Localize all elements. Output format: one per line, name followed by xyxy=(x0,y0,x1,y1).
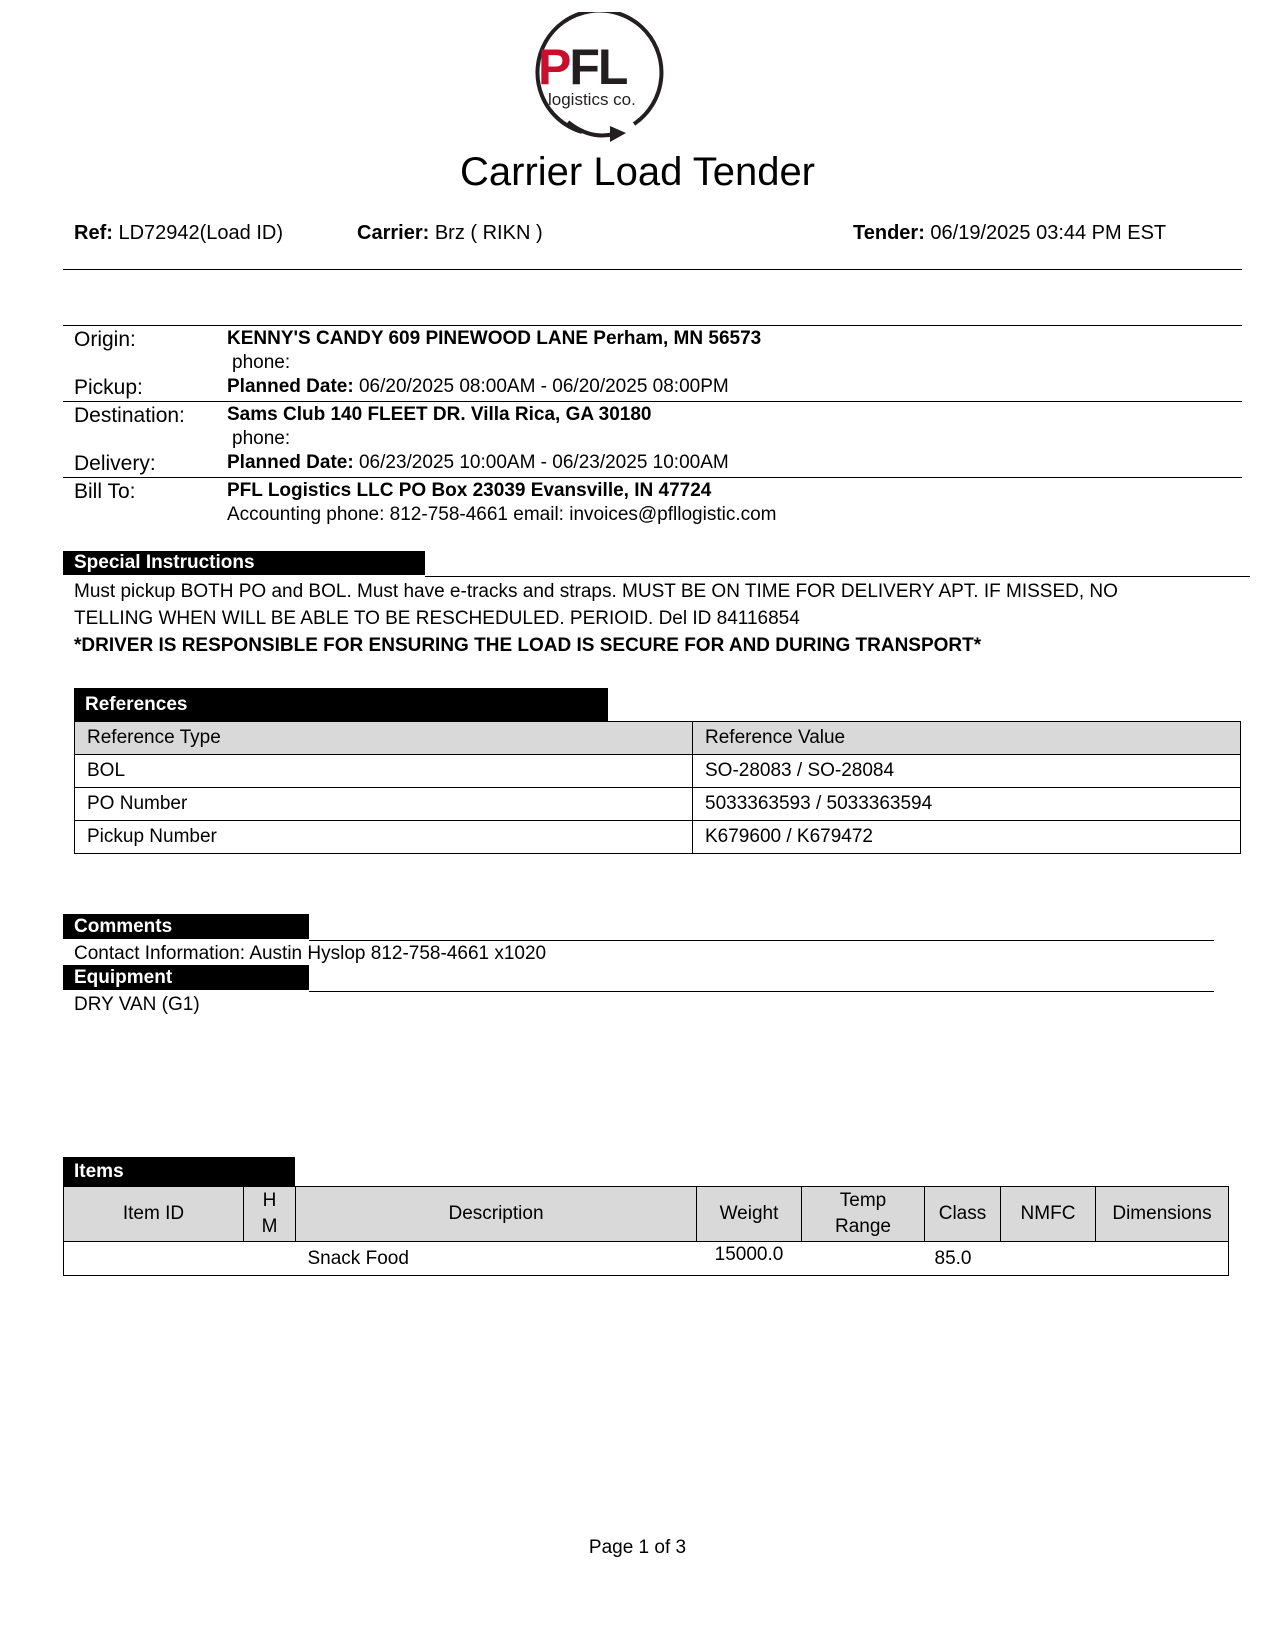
col-temp-range xyxy=(802,1187,925,1242)
delivery-planned-label: Planned Date: xyxy=(227,452,354,473)
col-reference-type: Reference Type xyxy=(75,722,693,755)
col-hm-line2: M xyxy=(261,1216,278,1237)
item-description-cell: Snack Food xyxy=(296,1242,697,1276)
logo-subtitle: logistics co. xyxy=(548,90,636,109)
logo-letter-p: P xyxy=(538,39,570,95)
ref-label: Ref: xyxy=(74,222,113,244)
delivery-label: Delivery: xyxy=(74,452,156,475)
header-divider xyxy=(63,269,1242,270)
reference-type-cell: PO Number xyxy=(75,788,693,821)
items-table xyxy=(63,1186,1229,1276)
comments-text: Contact Information: Austin Hyslop 812-758-4661 x1020 xyxy=(74,943,547,964)
item-temp-cell xyxy=(802,1242,925,1276)
tender-value: 06/19/2025 03:44 PM EST xyxy=(930,222,1167,244)
col-description: Description xyxy=(296,1187,697,1242)
special-instructions-heading: Special Instructions xyxy=(63,551,425,575)
col-nmfc: NMFC xyxy=(1001,1187,1096,1242)
pickup-date xyxy=(227,376,729,398)
page-title: Carrier Load Tender xyxy=(459,150,816,194)
table-row xyxy=(75,788,1241,821)
col-reference-value: Reference Value xyxy=(693,722,1241,755)
col-hm-line1: H xyxy=(262,1190,277,1211)
tender-label: Tender: xyxy=(853,222,925,244)
pfl-logo xyxy=(530,12,670,150)
origin-phone: phone: xyxy=(232,352,291,373)
comments-rule xyxy=(309,940,1214,941)
ref-field xyxy=(74,222,283,245)
ref-value: LD72942(Load ID) xyxy=(118,222,284,244)
origin-divider xyxy=(63,325,1242,326)
delivery-date xyxy=(227,452,729,474)
special-instructions-line2: TELLING WHEN WILL BE ABLE TO BE RESCHEDULED. PERIOID. Del ID 84116854 xyxy=(74,608,800,629)
destination-divider xyxy=(63,401,1242,402)
equipment-heading: Equipment xyxy=(63,965,309,990)
destination-address: Sams Club 140 FLEET DR. Villa Rica, GA 30180 xyxy=(227,404,652,425)
billto-divider xyxy=(63,477,1242,478)
pickup-planned-value: 06/20/2025 08:00AM - 06/20/2025 08:00PM xyxy=(358,376,729,397)
page-number: Page 1 of 3 xyxy=(588,1537,687,1558)
tender-field xyxy=(853,222,1166,245)
special-instructions-line1: Must pickup BOTH PO and BOL. Must have e-tracks and straps. MUST BE ON TIME FOR DELIVERY APT. IF MISSED, NO xyxy=(74,581,1118,602)
reference-value-cell: 5033363593 / 5033363594 xyxy=(693,788,1241,821)
reference-type-cell: Pickup Number xyxy=(75,821,693,854)
references-table xyxy=(74,721,1241,854)
col-hm xyxy=(244,1187,296,1242)
col-temp-line2: Range xyxy=(835,1216,891,1237)
table-row xyxy=(64,1242,1229,1276)
table-header-row xyxy=(64,1187,1229,1242)
logo-letters-fl: FL xyxy=(569,39,627,95)
table-header-row xyxy=(75,722,1241,755)
item-class-cell: 85.0 xyxy=(925,1242,1001,1276)
col-weight: Weight xyxy=(697,1187,802,1242)
destination-phone: phone: xyxy=(232,428,291,449)
reference-type-cell: BOL xyxy=(75,755,693,788)
col-dimensions: Dimensions xyxy=(1096,1187,1229,1242)
item-dimensions-cell xyxy=(1096,1242,1229,1276)
equipment-text: DRY VAN (G1) xyxy=(74,994,200,1015)
comments-heading: Comments xyxy=(63,914,309,939)
item-id-cell xyxy=(64,1242,244,1276)
references-heading: References xyxy=(74,688,608,721)
items-heading: Items xyxy=(63,1157,295,1186)
carrier-field xyxy=(357,222,543,245)
carrier-value: Brz ( RIKN ) xyxy=(434,222,543,244)
origin-label: Origin: xyxy=(74,328,136,351)
pickup-label: Pickup: xyxy=(74,376,143,399)
item-nmfc-cell xyxy=(1001,1242,1096,1276)
equipment-rule xyxy=(309,991,1214,992)
reference-value-cell: SO-28083 / SO-28084 xyxy=(693,755,1241,788)
col-item-id: Item ID xyxy=(64,1187,244,1242)
reference-value-cell: K679600 / K679472 xyxy=(693,821,1241,854)
col-class: Class xyxy=(925,1187,1001,1242)
billto-label: Bill To: xyxy=(74,480,136,503)
origin-address: KENNY'S CANDY 609 PINEWOOD LANE Perham, MN 56573 xyxy=(227,328,762,349)
delivery-planned-value: 06/23/2025 10:00AM - 06/23/2025 10:00AM xyxy=(358,452,729,473)
special-instructions-line3: *DRIVER IS RESPONSIBLE FOR ENSURING THE LOAD IS SECURE FOR AND DURING TRANSPORT* xyxy=(74,635,982,656)
carrier-label: Carrier: xyxy=(357,222,430,244)
table-row xyxy=(75,821,1241,854)
billto-address: PFL Logistics LLC PO Box 23039 Evansville, IN 47724 xyxy=(227,480,712,501)
special-instructions-rule xyxy=(425,576,1250,577)
item-hm-cell xyxy=(244,1242,296,1276)
destination-label: Destination: xyxy=(74,404,185,427)
item-weight-cell: 15000.0 xyxy=(697,1242,802,1276)
col-temp-line1: Temp xyxy=(839,1190,887,1211)
pickup-planned-label: Planned Date: xyxy=(227,376,354,397)
billto-contact: Accounting phone: 812-758-4661 email: invoices@pfllogistic.com xyxy=(227,504,777,525)
table-row xyxy=(75,755,1241,788)
